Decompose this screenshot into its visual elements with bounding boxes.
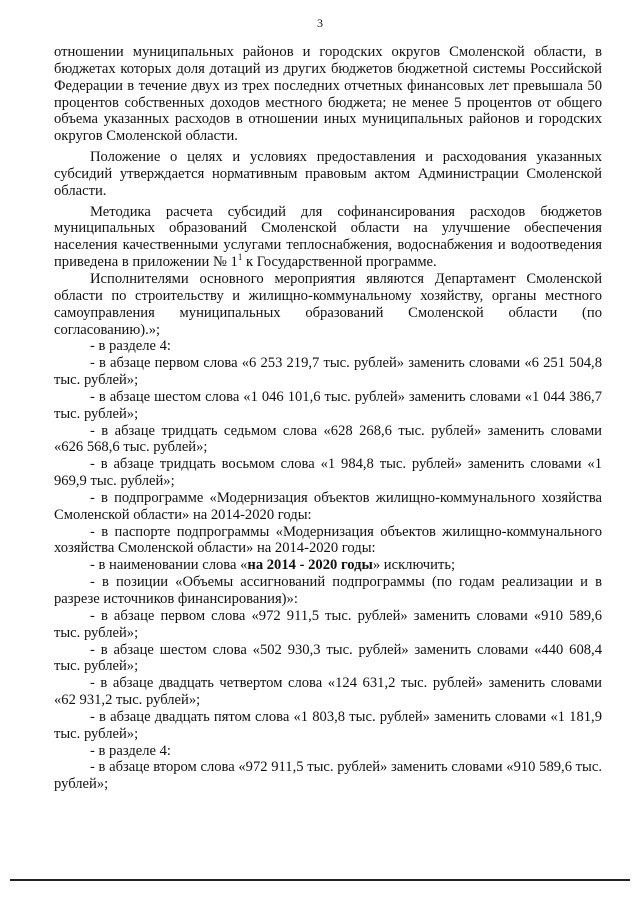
list-item: - в абзаце шестом слова «502 930,3 тыс. рублей» заменить словами «440 608,4 тыс. рублей»; [54,641,602,675]
page-number: 3 [317,16,323,30]
list-item: - в абзаце тридцать седьмом слова «628 268,6 тыс. рублей» заменить словами «626 568,6 тыс. рублей»; [54,422,602,456]
list-item: - в паспорте подпрограммы «Модернизация объектов жилищно-коммунального хозяйства Смоленской области» на 2014-2020 годы: [54,523,602,557]
paragraph: отношении муниципальных районов и городских округов Смоленской области, в бюджетах которых доля дотаций из других бюджетов бюджетной системы Российской Федерации в течение двух из трех последних отчетных финансовых лет превышала 50 процентов собственных доходов местного бюджета; не менее 5 процентов от общего объема указанных расходов в отношении иных муниципальных районов и городских округов Смоленской области. [54,44,602,145]
list-item: - в позиции «Объемы ассигнований подпрограммы (по годам реализации и в разрезе источников финансирования)»: [54,574,602,607]
paragraph-text: - в наименовании слова « [90,557,248,574]
paragraph-text: Методика расчета субсидий для софинансирования расходов бюджетов муниципальных образований Смоленской области на улучшение обеспечения населения качественными услугами теплоснабжения, водоснабжения и водоотведения приведена в приложении № 1 [54,203,602,271]
paragraph: Положение о целях и условиях предоставления и расходования указанных субсидий утверждается нормативным правовым актом Администрации Смоленской области. [54,149,602,199]
list-item: - в абзаце первом слова «6 253 219,7 тыс. рублей» заменить словами «6 251 504,8 тыс. рублей»; [54,355,602,389]
list-item: - в абзаце шестом слова «1 046 101,6 тыс. рублей» заменить словами «1 044 386,7 тыс. рублей»; [54,388,602,422]
list-item: - в абзаце тридцать восьмом слова «1 984,8 тыс. рублей» заменить словами «1 969,9 тыс. рублей»; [54,456,602,490]
list-item: - в абзаце двадцать пятом слова «1 803,8 тыс. рублей» заменить словами «1 181,9 тыс. рублей»; [54,708,602,742]
bold-text: на 2014 - 2020 годы [247,557,373,574]
list-item [54,557,602,574]
document-body [54,44,602,793]
list-item: - в абзаце двадцать четвертом слова «124 631,2 тыс. рублей» заменить словами «62 931,2 тыс. рублей»; [54,675,602,709]
footnote-superscript: 1 [237,252,243,263]
paragraph-text: к Государственной программе. [242,254,437,271]
paragraph [54,204,602,271]
paragraph: Исполнителями основного мероприятия являются Департамент Смоленской области по строительству и жилищно-коммунальному хозяйству, органы местного самоуправления муниципальных образований Смоленской области (по согласованию).»; [54,270,602,338]
list-item: - в подпрограмме «Модернизация объектов жилищно-коммунального хозяйства Смоленской области» на 2014-2020 годы: [54,489,602,523]
paragraph-text: » исключить; [372,557,456,574]
list-item: - в абзаце первом слова «972 911,5 тыс. рублей» заменить словами «910 589,6 тыс. рублей»; [54,607,602,641]
list-item: - в разделе 4: [90,338,171,355]
list-item: - в абзаце втором слова «972 911,5 тыс. рублей» заменить словами «910 589,6 тыс. рублей»; [54,759,602,793]
list-item: - в разделе 4: [90,742,171,759]
bottom-rule [10,879,630,881]
